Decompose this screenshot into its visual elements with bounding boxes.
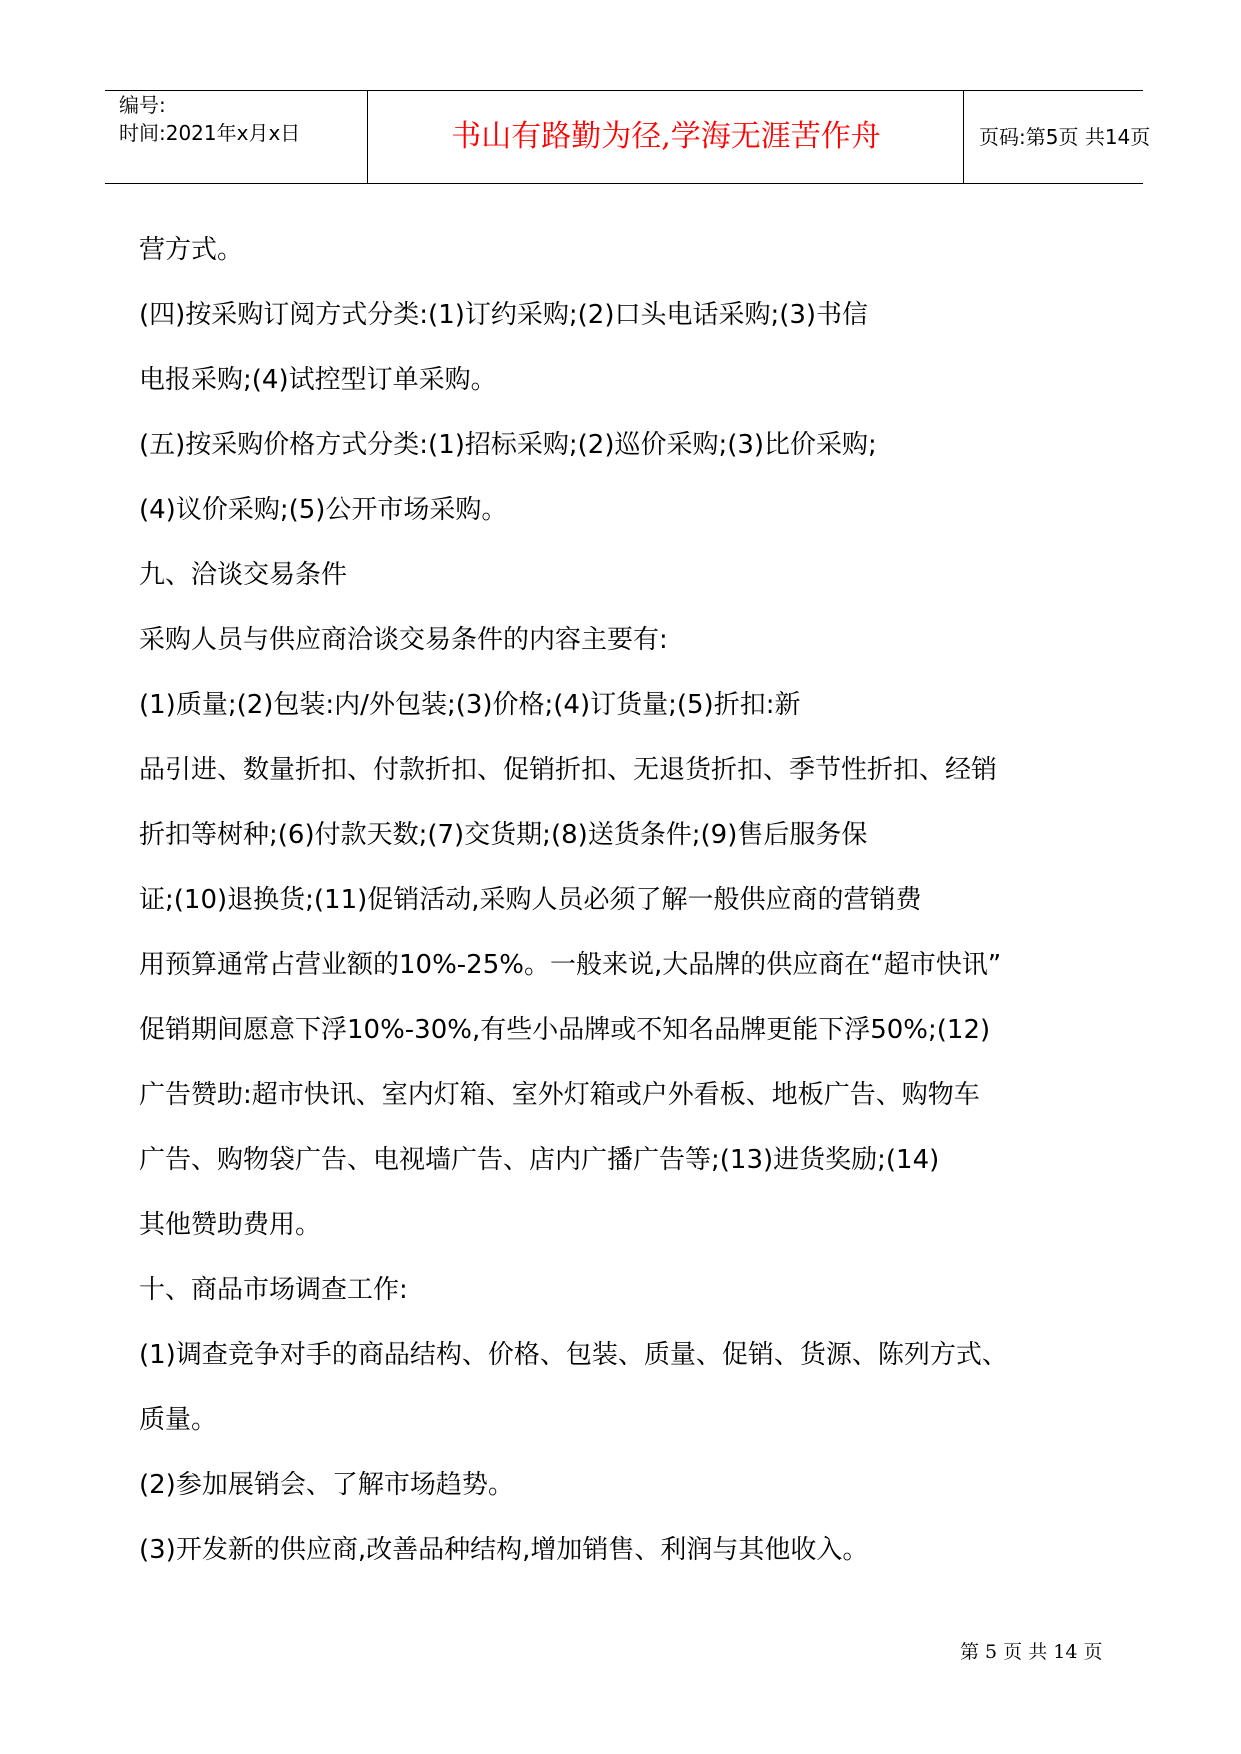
header-left-cell: [105, 91, 368, 183]
body-line: (1)调查竞争对手的商品结构、价格、包装、质量、促销、货源、陈列方式、: [139, 1340, 1008, 1370]
document-number-label: 编号:: [119, 93, 166, 117]
body-line: 营方式。: [139, 235, 244, 265]
body-line: 采购人员与供应商洽谈交易条件的内容主要有:: [139, 625, 668, 655]
body-line: (3)开发新的供应商,改善品种结构,增加销售、利润与其他收入。: [139, 1535, 869, 1565]
body-line: (四)按采购订阅方式分类:(1)订约采购;(2)口头电话采购;(3)书信: [139, 300, 869, 330]
body-line: 证;(10)退换货;(11)促销活动,采购人员必须了解一般供应商的营销费: [139, 885, 922, 915]
body-line: (五)按采购价格方式分类:(1)招标采购;(2)巡价采购;(3)比价采购;: [139, 430, 877, 460]
section-heading: 九、洽谈交易条件: [139, 560, 348, 590]
header-page-code: 页码:第5页 共14页: [979, 125, 1151, 149]
body-line: (1)质量;(2)包装:内/外包装;(3)价格;(4)订货量;(5)折扣:新: [139, 690, 801, 720]
body-line: 用预算通常占营业额的10%-25%。一般来说,大品牌的供应商在“超市快讯”: [139, 950, 1002, 980]
body-line: (4)议价采购;(5)公开市场采购。: [139, 495, 508, 525]
header-right-cell: [965, 91, 1151, 183]
document-time-label: 时间:2021年x月x日: [119, 121, 301, 145]
body-line: 质量。: [139, 1405, 218, 1435]
document-body: [139, 218, 1143, 1583]
body-line: 广告赞助:超市快讯、室内灯箱、室外灯箱或户外看板、地板广告、购物车: [139, 1080, 980, 1110]
section-heading: 十、商品市场调查工作:: [139, 1275, 408, 1305]
body-line: 促销期间愿意下浮10%-30%,有些小品牌或不知名品牌更能下浮50%;(12): [139, 1015, 991, 1045]
page-footer: 第 5 页 共 14 页: [960, 1641, 1103, 1663]
body-line: 品引进、数量折扣、付款折扣、促销折扣、无退货折扣、季节性折扣、经销: [139, 755, 998, 785]
header-middle-cell: [369, 91, 964, 183]
page-header: [105, 90, 1151, 184]
body-line: 电报采购;(4)试控型订单采购。: [139, 365, 497, 395]
body-line: 广告、购物袋广告、电视墙广告、店内广播广告等;(13)进货奖励;(14): [139, 1145, 940, 1175]
body-line: 其他赞助费用。: [139, 1210, 322, 1240]
body-line: 折扣等树种;(6)付款天数;(7)交货期;(8)送货条件;(9)售后服务保: [139, 820, 868, 850]
header-motto: 书山有路勤为径,学海无涯苦作舟: [451, 119, 881, 154]
body-line: (2)参加展销会、了解市场趋势。: [139, 1470, 514, 1500]
